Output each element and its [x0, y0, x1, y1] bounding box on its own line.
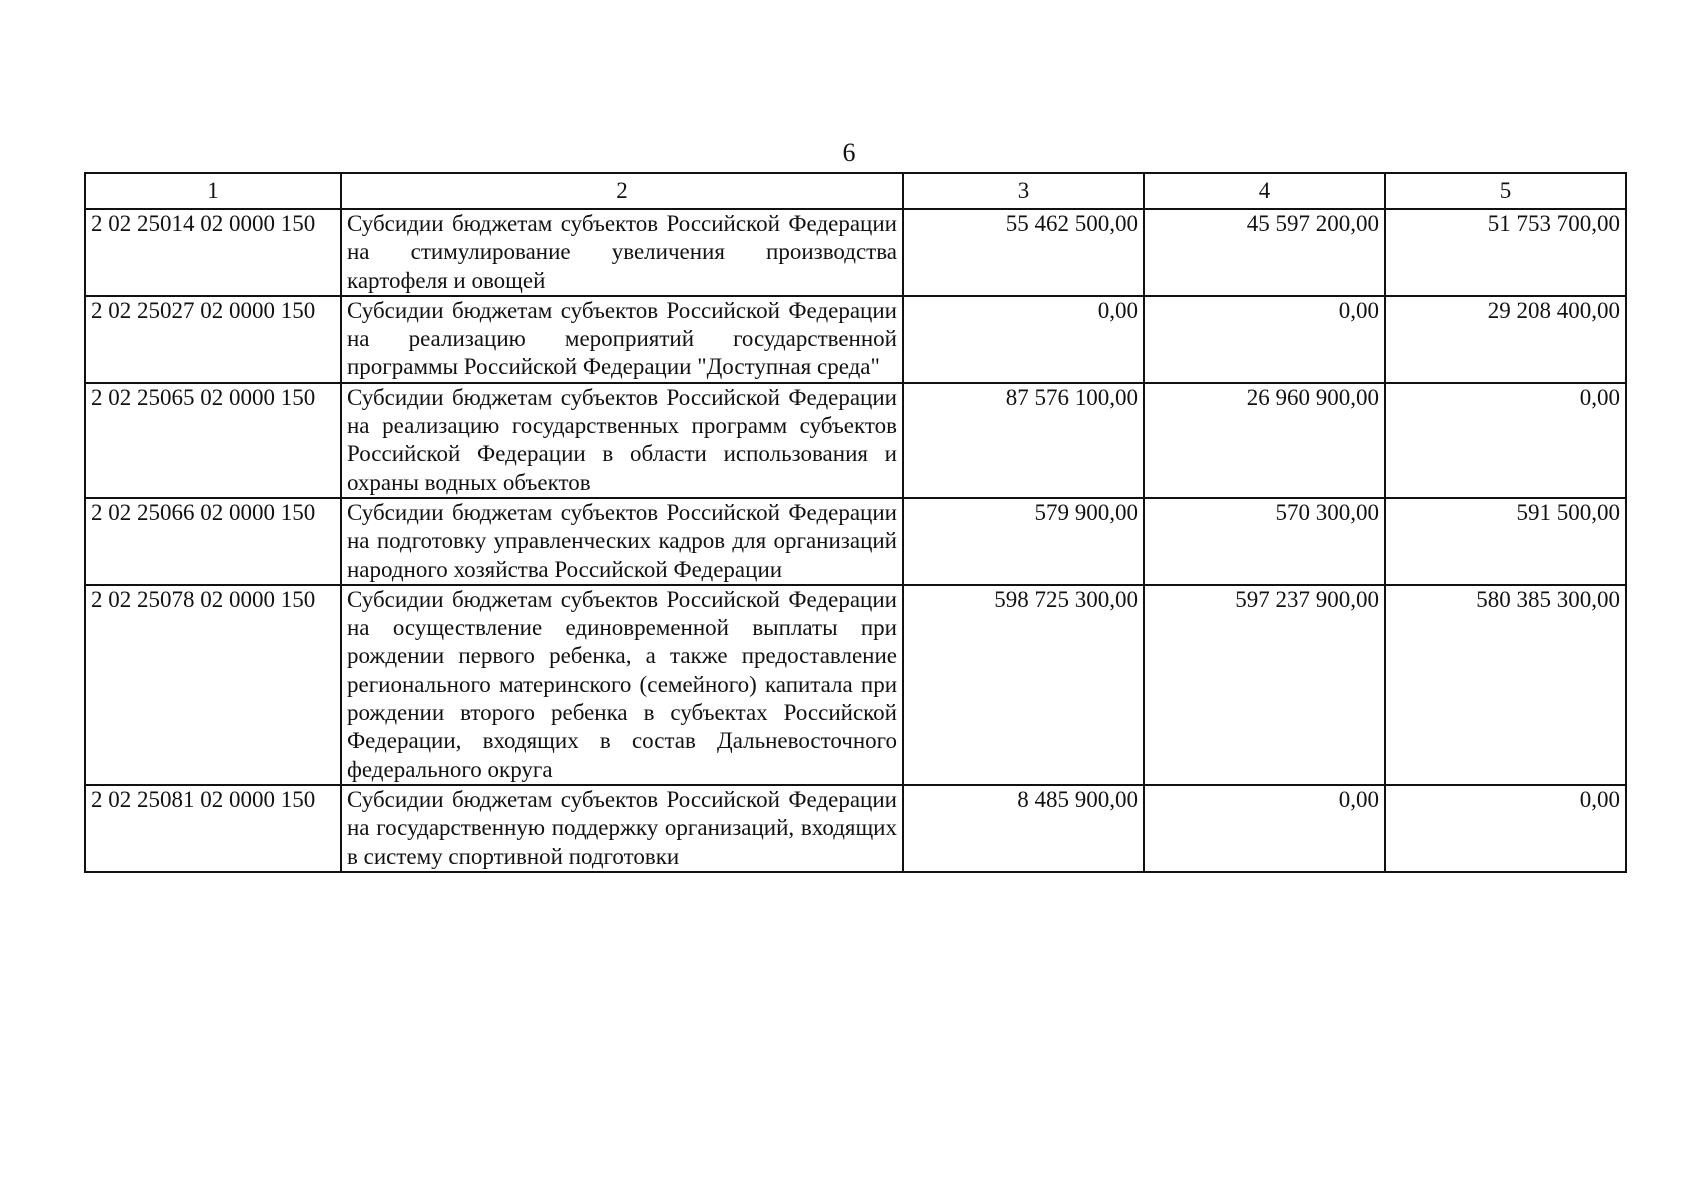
budget-code-cell: 2 02 25027 02 0000 150 — [85, 296, 341, 383]
amount-col5-cell: 591 500,00 — [1385, 498, 1626, 585]
column-header-3: 3 — [903, 173, 1144, 209]
amount-col3-cell: 87 576 100,00 — [903, 383, 1144, 498]
budget-code-cell: 2 02 25078 02 0000 150 — [85, 585, 341, 785]
table-row — [85, 585, 1626, 785]
table-row — [85, 785, 1626, 872]
amount-col4-cell: 570 300,00 — [1144, 498, 1385, 585]
description-cell: Субсидии бюджетам субъектов Российской Федерации на подготовку управленческих кадров для организаций народного хозяйства Российской Федерации — [341, 498, 903, 585]
amount-col4-cell: 0,00 — [1144, 785, 1385, 872]
column-header-4: 4 — [1144, 173, 1385, 209]
budget-table — [84, 172, 1627, 873]
budget-code-cell: 2 02 25065 02 0000 150 — [85, 383, 341, 498]
amount-col4-cell: 0,00 — [1144, 296, 1385, 383]
amount-col5-cell: 0,00 — [1385, 383, 1626, 498]
amount-col4-cell: 45 597 200,00 — [1144, 209, 1385, 296]
amount-col3-cell: 55 462 500,00 — [903, 209, 1144, 296]
amount-col4-cell: 26 960 900,00 — [1144, 383, 1385, 498]
amount-col3-cell: 598 725 300,00 — [903, 585, 1144, 785]
amount-col3-cell: 0,00 — [903, 296, 1144, 383]
description-cell: Субсидии бюджетам субъектов Российской Федерации на реализацию мероприятий государственной программы Российской Федерации "Доступная среда" — [341, 296, 903, 383]
description-cell: Субсидии бюджетам субъектов Российской Федерации на стимулирование увеличения производства картофеля и овощей — [341, 209, 903, 296]
table-row — [85, 296, 1626, 383]
table-row — [85, 209, 1626, 296]
description-cell: Субсидии бюджетам субъектов Российской Федерации на реализацию государственных программ субъектов Российской Федерации в области использования и охраны водных объектов — [341, 383, 903, 498]
column-header-2: 2 — [341, 173, 903, 209]
budget-code-cell: 2 02 25066 02 0000 150 — [85, 498, 341, 585]
amount-col4-cell: 597 237 900,00 — [1144, 585, 1385, 785]
page-number: 6 — [842, 138, 856, 167]
column-header-1: 1 — [85, 173, 341, 209]
amount-col5-cell: 580 385 300,00 — [1385, 585, 1626, 785]
table-row — [85, 498, 1626, 585]
table-row — [85, 383, 1626, 498]
amount-col3-cell: 8 485 900,00 — [903, 785, 1144, 872]
amount-col5-cell: 0,00 — [1385, 785, 1626, 872]
description-cell: Субсидии бюджетам субъектов Российской Федерации на государственную поддержку организаций, входящих в систему спортивной подготовки — [341, 785, 903, 872]
budget-code-cell: 2 02 25014 02 0000 150 — [85, 209, 341, 296]
amount-col3-cell: 579 900,00 — [903, 498, 1144, 585]
amount-col5-cell: 51 753 700,00 — [1385, 209, 1626, 296]
column-header-5: 5 — [1385, 173, 1626, 209]
description-cell: Субсидии бюджетам субъектов Российской Федерации на осуществление единовременной выплаты при рождении первого ребенка, а также предоставление регионального материнского (семейного) капитала при рождении второго ребенка в субъектах Российской Федерации, входящих в состав Дальневосточного федерального округа — [341, 585, 903, 785]
amount-col5-cell: 29 208 400,00 — [1385, 296, 1626, 383]
budget-code-cell: 2 02 25081 02 0000 150 — [85, 785, 341, 872]
table-header-row — [85, 173, 1626, 209]
